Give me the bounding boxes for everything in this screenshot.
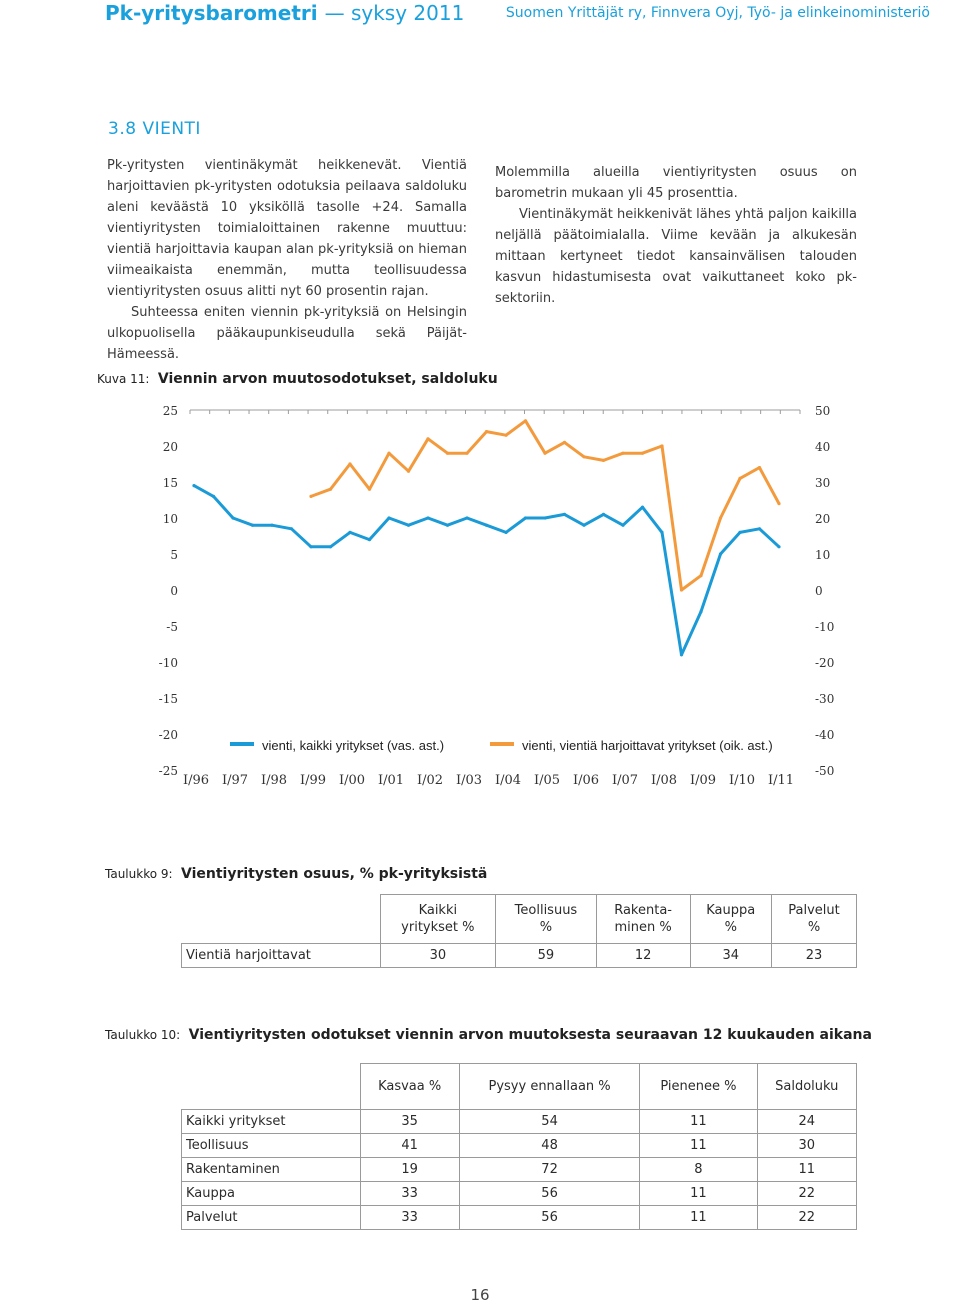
data-point bbox=[368, 538, 371, 541]
data-point bbox=[602, 513, 605, 516]
header-text: Palvelut bbox=[788, 903, 840, 918]
table-header-cell: Pienenee % bbox=[640, 1064, 757, 1110]
table10-label: Taulukko 10: bbox=[105, 1028, 181, 1042]
right-axis-tick-label: -10 bbox=[815, 620, 835, 634]
table-cell: 11 bbox=[640, 1206, 757, 1230]
data-point bbox=[465, 452, 468, 455]
right-axis-tick-label: 40 bbox=[815, 440, 831, 454]
table-row bbox=[182, 1134, 857, 1158]
x-axis-tick-label: I/10 bbox=[728, 773, 756, 788]
table-cell: 11 bbox=[757, 1158, 856, 1182]
table-header-cell bbox=[380, 895, 496, 944]
table9 bbox=[181, 894, 857, 968]
header-text: Kaikki bbox=[418, 903, 458, 918]
data-point bbox=[699, 610, 702, 613]
data-point bbox=[719, 516, 722, 519]
header-text: minen % bbox=[614, 920, 672, 935]
page-number: 16 bbox=[470, 1286, 490, 1304]
data-point bbox=[738, 531, 741, 534]
x-axis-tick-label: I/97 bbox=[221, 773, 249, 788]
data-point bbox=[777, 545, 780, 548]
data-point bbox=[719, 552, 722, 555]
data-point bbox=[485, 430, 488, 433]
text-column-left bbox=[107, 155, 467, 365]
data-point bbox=[407, 524, 410, 527]
header-text: yritykset % bbox=[401, 920, 475, 935]
table-header-cell: Saldoluku bbox=[757, 1064, 856, 1110]
data-point bbox=[446, 452, 449, 455]
data-point bbox=[329, 488, 332, 491]
right-axis-tick-label: 10 bbox=[815, 548, 831, 562]
data-point bbox=[524, 516, 527, 519]
right-axis-tick-label: -40 bbox=[815, 728, 835, 742]
paragraph: Molemmilla alueilla vientiyritysten osuus on barometrin mukaan yli 45 prosenttia. bbox=[495, 165, 857, 201]
header-text: % bbox=[539, 920, 553, 935]
data-point bbox=[270, 524, 273, 527]
paragraph: Vientinäkymät heikkenivät lähes yhtä paljon kaikilla neljällä päätoimialalla. Viime kevään ja alkukesän mittaan kertyneet tiedot kansainvälisen talouden kasvun hidastumisesta ovat vaikuttaneet koko pk-sektoriin. bbox=[495, 207, 857, 306]
table-cell: 11 bbox=[640, 1110, 757, 1134]
legend-label: vienti, vientiä harjoittavat yritykset (oik. ast.) bbox=[522, 738, 773, 753]
data-point bbox=[309, 545, 312, 548]
page-header bbox=[0, 0, 960, 32]
table-cell: 19 bbox=[360, 1158, 459, 1182]
x-axis-tick-label: I/09 bbox=[689, 773, 717, 788]
data-point bbox=[504, 531, 507, 534]
x-axis-tick-label: I/08 bbox=[650, 773, 678, 788]
table-cell: 30 bbox=[380, 944, 496, 968]
table-cell: 72 bbox=[459, 1158, 640, 1182]
table10-caption bbox=[105, 1027, 872, 1043]
left-axis-tick-label: -15 bbox=[158, 692, 178, 706]
data-point bbox=[641, 506, 644, 509]
table-cell: 23 bbox=[771, 944, 856, 968]
data-point bbox=[758, 527, 761, 530]
right-axis-tick-label: 20 bbox=[815, 512, 831, 526]
data-point bbox=[621, 452, 624, 455]
row-label: Teollisuus bbox=[182, 1134, 361, 1158]
data-point bbox=[660, 444, 663, 447]
data-point bbox=[563, 441, 566, 444]
data-point bbox=[563, 513, 566, 516]
x-axis-tick-label: I/01 bbox=[377, 773, 405, 788]
table-header-cell: Kasvaa % bbox=[360, 1064, 459, 1110]
right-axis-tick-label: -30 bbox=[815, 692, 835, 706]
header-text: % bbox=[724, 920, 737, 935]
table-cell: 11 bbox=[640, 1134, 757, 1158]
left-axis-tick-label: -10 bbox=[158, 656, 178, 670]
data-point bbox=[192, 484, 195, 487]
table-header-row bbox=[182, 895, 857, 944]
data-point bbox=[348, 531, 351, 534]
table-cell: 24 bbox=[757, 1110, 856, 1134]
right-axis-tick-label: -50 bbox=[815, 764, 835, 778]
table10 bbox=[181, 1063, 857, 1230]
data-point bbox=[485, 524, 488, 527]
table9-label: Taulukko 9: bbox=[105, 867, 173, 881]
data-point bbox=[660, 531, 663, 534]
figure-label: Kuva 11: bbox=[97, 372, 150, 386]
left-axis-tick-label: -20 bbox=[158, 728, 178, 742]
data-point bbox=[699, 574, 702, 577]
data-point bbox=[602, 459, 605, 462]
right-axis-tick-label: 30 bbox=[815, 476, 831, 490]
header-text: Kauppa bbox=[706, 903, 756, 918]
x-axis-tick-label: I/00 bbox=[338, 773, 366, 788]
table-cell: 56 bbox=[459, 1182, 640, 1206]
table-header-row bbox=[182, 1064, 857, 1110]
data-point bbox=[251, 524, 254, 527]
right-axis-tick-label: 0 bbox=[815, 584, 823, 598]
data-point bbox=[231, 516, 234, 519]
data-point bbox=[446, 524, 449, 527]
table-cell: 33 bbox=[360, 1206, 459, 1230]
data-point bbox=[621, 524, 624, 527]
left-axis-tick-label: 20 bbox=[162, 440, 178, 454]
table-cell: 59 bbox=[496, 944, 597, 968]
text-column-right bbox=[495, 162, 857, 309]
table10-title: Vientiyritysten odotukset viennin arvon muutoksesta seuraavan 12 kuukauden aikana bbox=[188, 1027, 872, 1043]
table-header-cell bbox=[596, 895, 690, 944]
table-cell: 11 bbox=[640, 1182, 757, 1206]
row-label: Kaikki yritykset bbox=[182, 1110, 361, 1134]
data-point bbox=[504, 434, 507, 437]
x-axis-tick-label: I/05 bbox=[533, 773, 561, 788]
line-chart bbox=[0, 395, 960, 815]
table-cell: 30 bbox=[757, 1134, 856, 1158]
figure-title: Viennin arvon muutosodotukset, saldoluku bbox=[157, 371, 498, 387]
header-text: % bbox=[807, 920, 821, 935]
data-point bbox=[368, 488, 371, 491]
series-line-0 bbox=[194, 486, 779, 655]
table-row bbox=[182, 1158, 857, 1182]
left-axis-tick-label: -25 bbox=[158, 764, 178, 778]
x-axis-tick-label: I/98 bbox=[260, 773, 288, 788]
table-header-empty bbox=[182, 1064, 361, 1110]
data-point bbox=[543, 452, 546, 455]
data-point bbox=[758, 466, 761, 469]
left-axis-tick-label: 25 bbox=[162, 404, 178, 418]
publisher-line: Suomen Yrittäjät ry, Finnvera Oyj, Työ- ja elinkeinoministeriö bbox=[505, 5, 930, 21]
table-cell: 41 bbox=[360, 1134, 459, 1158]
table-cell: 22 bbox=[757, 1206, 856, 1230]
data-point bbox=[465, 516, 468, 519]
table9-caption bbox=[105, 866, 487, 882]
table9-title: Vientiyritysten osuus, % pk-yrityksistä bbox=[181, 866, 488, 882]
right-axis-tick-label: -20 bbox=[815, 656, 835, 670]
header-text: Rakenta- bbox=[614, 903, 672, 918]
x-axis-tick-label: I/96 bbox=[182, 773, 210, 788]
data-point bbox=[738, 477, 741, 480]
row-label: Rakentaminen bbox=[182, 1158, 361, 1182]
table-cell: 48 bbox=[459, 1134, 640, 1158]
table-row bbox=[182, 944, 857, 968]
data-point bbox=[426, 516, 429, 519]
paragraph: Suhteessa eniten viennin pk-yrityksiä on Helsingin ulkopuolisella pääkaupunkiseudulla sekä Päijät-Hämeessä. bbox=[107, 305, 467, 362]
table-cell: 56 bbox=[459, 1206, 640, 1230]
row-label: Vientiä harjoittavat bbox=[182, 944, 381, 968]
data-point bbox=[680, 588, 683, 591]
data-point bbox=[426, 437, 429, 440]
table-cell: 33 bbox=[360, 1182, 459, 1206]
right-axis-tick-label: 50 bbox=[815, 404, 831, 418]
left-axis-tick-label: 10 bbox=[162, 512, 178, 526]
data-point bbox=[407, 470, 410, 473]
table-row bbox=[182, 1206, 857, 1230]
table-row bbox=[182, 1110, 857, 1134]
table-cell: 8 bbox=[640, 1158, 757, 1182]
x-axis-tick-label: I/02 bbox=[416, 773, 444, 788]
data-point bbox=[309, 495, 312, 498]
table-header-cell bbox=[690, 895, 771, 944]
x-axis-tick-label: I/03 bbox=[455, 773, 483, 788]
table-row bbox=[182, 1182, 857, 1206]
data-point bbox=[582, 524, 585, 527]
paragraph: Pk-yritysten vientinäkymät heikkenevät. Vientiä harjoittavien pk-yritysten odotuksia peilaava saldoluku aleni keväästä 10 yksiköllä tasolle +24. Samalla vientiyritysten toimialoittainen rakenne muuttuu: vientiä harjoittavia kaupan alan pk-yrityksiä on hieman viimeaikaista enemmän, mutta teollisuudessa vientiyritysten osuus alitti nyt 60 prosentin rajan. bbox=[107, 158, 467, 299]
table-cell: 54 bbox=[459, 1110, 640, 1134]
data-point bbox=[680, 653, 683, 656]
data-point bbox=[387, 516, 390, 519]
series-points-1 bbox=[309, 419, 780, 591]
data-point bbox=[543, 516, 546, 519]
data-point bbox=[524, 419, 527, 422]
left-axis-tick-label: 15 bbox=[162, 476, 178, 490]
x-axis-tick-label: I/07 bbox=[611, 773, 639, 788]
left-axis-tick-label: -5 bbox=[166, 620, 178, 634]
data-point bbox=[329, 545, 332, 548]
data-point bbox=[348, 462, 351, 465]
table-header-cell bbox=[496, 895, 597, 944]
x-axis-tick-label: I/06 bbox=[572, 773, 600, 788]
table-header-cell: Pysyy ennallaan % bbox=[459, 1064, 640, 1110]
data-point bbox=[212, 495, 215, 498]
data-point bbox=[582, 455, 585, 458]
left-axis-tick-label: 5 bbox=[170, 548, 178, 562]
publication-title bbox=[105, 1, 464, 25]
row-label: Palvelut bbox=[182, 1206, 361, 1230]
table-cell: 34 bbox=[690, 944, 771, 968]
x-axis-tick-label: I/99 bbox=[299, 773, 327, 788]
series-line-1 bbox=[311, 421, 779, 590]
legend-label: vienti, kaikki yritykset (vas. ast.) bbox=[262, 738, 445, 753]
brand-name: Pk-yritysbarometri bbox=[105, 1, 318, 25]
x-axis-tick-label: I/11 bbox=[767, 773, 795, 788]
header-text: Teollisuus bbox=[514, 903, 578, 918]
data-point bbox=[290, 527, 293, 530]
table-cell: 35 bbox=[360, 1110, 459, 1134]
data-point bbox=[777, 502, 780, 505]
table-header-empty bbox=[182, 895, 381, 944]
data-point bbox=[641, 452, 644, 455]
table-cell: 12 bbox=[596, 944, 690, 968]
x-axis-tick-label: I/04 bbox=[494, 773, 522, 788]
data-point bbox=[387, 452, 390, 455]
table-header-cell bbox=[771, 895, 856, 944]
section-title: 3.8 VIENTI bbox=[108, 119, 201, 139]
figure-caption bbox=[97, 371, 498, 387]
table-cell: 22 bbox=[757, 1182, 856, 1206]
left-axis-tick-label: 0 bbox=[170, 584, 178, 598]
brand-season: — syksy 2011 bbox=[324, 1, 465, 25]
row-label: Kauppa bbox=[182, 1182, 361, 1206]
